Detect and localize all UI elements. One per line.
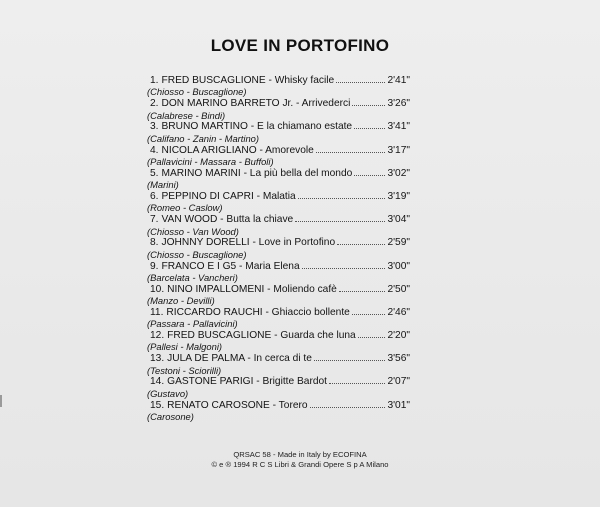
track-duration: 3'19" (387, 190, 410, 202)
track-title: JULA DE PALMA - In cerca di te (167, 353, 312, 365)
track-number: 5. (150, 167, 159, 179)
track-authors: (Pallesi - Malgoni) (147, 341, 223, 353)
track-duration: 2'20" (387, 330, 410, 342)
track-authors: (Pallavicini - Massara - Buffoli) (147, 155, 274, 167)
track-title: FRED BUSCAGLIONE - Whisky facile (161, 75, 335, 86)
track-authors: (Chiosso - Buscaglione) (147, 248, 247, 260)
track-duration: 3'41" (387, 121, 410, 133)
dot-leader (314, 359, 386, 361)
track-number: 15. (150, 399, 165, 411)
track-authors: (Chiosso - Van Wood) (147, 225, 239, 237)
track-line (150, 191, 410, 202)
track-duration: 2'41" (387, 75, 410, 86)
track-authors: (Romeo - Caslow) (147, 202, 223, 214)
track-duration: 3'04" (387, 214, 410, 226)
dot-leader (352, 104, 385, 106)
track-title: DON MARINO BARRETO Jr. - Arrivederci (161, 98, 351, 110)
track-number: 13. (150, 353, 165, 365)
track-number: 12. (150, 330, 165, 342)
track-row (147, 306, 410, 330)
track-line (150, 353, 410, 364)
track-authors: (Califano - Zanin - Martino) (147, 132, 260, 144)
dot-leader (336, 81, 385, 83)
track-line (150, 75, 410, 86)
track-line (150, 376, 410, 387)
copyright-line: © e ® 1994 R C S Libri & Grandi Opere S p A Milano (211, 460, 389, 469)
dot-leader (354, 127, 385, 129)
track-number: 7. (150, 214, 159, 226)
track-line (150, 237, 410, 248)
track-duration: 2'50" (387, 283, 410, 295)
dot-leader (329, 382, 385, 384)
track-number: 10. (150, 283, 165, 295)
track-line (150, 168, 410, 179)
track-title: NICOLA ARIGLIANO - Amorevole (161, 144, 314, 156)
track-row (147, 75, 410, 98)
track-row (147, 214, 410, 237)
track-number: 3. (150, 121, 159, 133)
track-authors: (Manzo - Devilli) (147, 295, 215, 307)
dot-leader (310, 406, 386, 408)
track-authors: (Passara - Pallavicini) (147, 318, 238, 330)
track-authors: (Chiosso - Buscaglione) (147, 86, 247, 98)
track-duration: 2'07" (387, 376, 410, 388)
tracklist (147, 75, 410, 423)
track-line (150, 121, 410, 132)
track-line (150, 307, 410, 318)
track-title: FRANCO E I G5 - Maria Elena (161, 260, 300, 272)
track-title: RENATO CAROSONE - Torero (167, 399, 308, 411)
track-number: 14. (150, 376, 165, 388)
track-title: FRED BUSCAGLIONE - Guarda che luna (167, 330, 356, 342)
track-number: 6. (150, 190, 159, 202)
track-row (147, 260, 410, 284)
track-duration: 2'59" (387, 237, 410, 249)
track-number: 8. (150, 237, 159, 249)
edge-mark (0, 395, 2, 407)
dot-leader (295, 220, 385, 222)
track-duration: 3'26" (387, 98, 410, 110)
catalog-line: QRSAC 58 - Made in Italy by ECOFINA (233, 450, 367, 459)
track-row (147, 283, 410, 307)
track-title: RICCARDO RAUCHI - Ghiaccio bollente (166, 306, 350, 318)
track-duration: 3'17" (387, 144, 410, 156)
track-row (147, 399, 410, 423)
dot-leader (358, 336, 386, 338)
track-authors: (Gustavo) (147, 387, 189, 399)
track-number: 2. (150, 98, 159, 110)
track-row (147, 190, 410, 214)
track-line (150, 400, 410, 411)
track-line (150, 145, 410, 156)
dot-leader (316, 151, 386, 153)
track-line (150, 330, 410, 341)
track-number: 9. (150, 260, 159, 272)
dot-leader (337, 243, 385, 245)
track-title: JOHNNY DORELLI - Love in Portofino (161, 237, 336, 249)
footer (0, 450, 600, 470)
track-duration: 3'00" (387, 260, 410, 272)
track-row (147, 98, 410, 121)
track-title: PEPPINO DI CAPRI - Malatia (161, 190, 296, 202)
track-number: 4. (150, 144, 159, 156)
track-row (147, 121, 410, 144)
track-number: 1. (150, 75, 159, 86)
track-title: VAN WOOD - Butta la chiave (161, 214, 294, 226)
track-duration: 3'02" (387, 167, 410, 179)
track-row (147, 144, 410, 168)
track-number: 11. (150, 306, 164, 318)
track-row (147, 167, 410, 191)
dot-leader (352, 313, 386, 315)
track-authors: (Carosone) (147, 411, 194, 423)
track-authors: (Barcelata - Vancheri) (147, 271, 238, 283)
track-authors: (Marini) (147, 179, 179, 191)
track-row (147, 376, 410, 399)
track-row (147, 353, 410, 376)
dot-leader (302, 267, 386, 269)
track-line (150, 214, 410, 225)
track-title: MARINO MARINI - La più bella del mondo (161, 167, 353, 179)
dot-leader (339, 290, 386, 292)
dot-leader (354, 174, 385, 176)
track-row (147, 237, 410, 260)
track-line (150, 284, 410, 295)
dot-leader (298, 197, 386, 199)
track-line (150, 98, 410, 109)
track-authors: (Calabrese - Bindi) (147, 109, 226, 121)
track-title: NINO IMPALLOMENI - Moliendo cafè (167, 283, 337, 295)
track-title: GASTONE PARIGI - Brigitte Bardot (167, 376, 328, 388)
track-line (150, 261, 410, 272)
track-duration: 3'56" (387, 353, 410, 365)
track-title: BRUNO MARTINO - E la chiamano estate (161, 121, 353, 133)
track-row (147, 330, 410, 353)
track-authors: (Testoni - Sciorilli) (147, 364, 222, 376)
track-duration: 2'46" (387, 306, 410, 318)
album-title: LOVE IN PORTOFINO (210, 36, 390, 55)
track-duration: 3'01" (387, 399, 410, 411)
